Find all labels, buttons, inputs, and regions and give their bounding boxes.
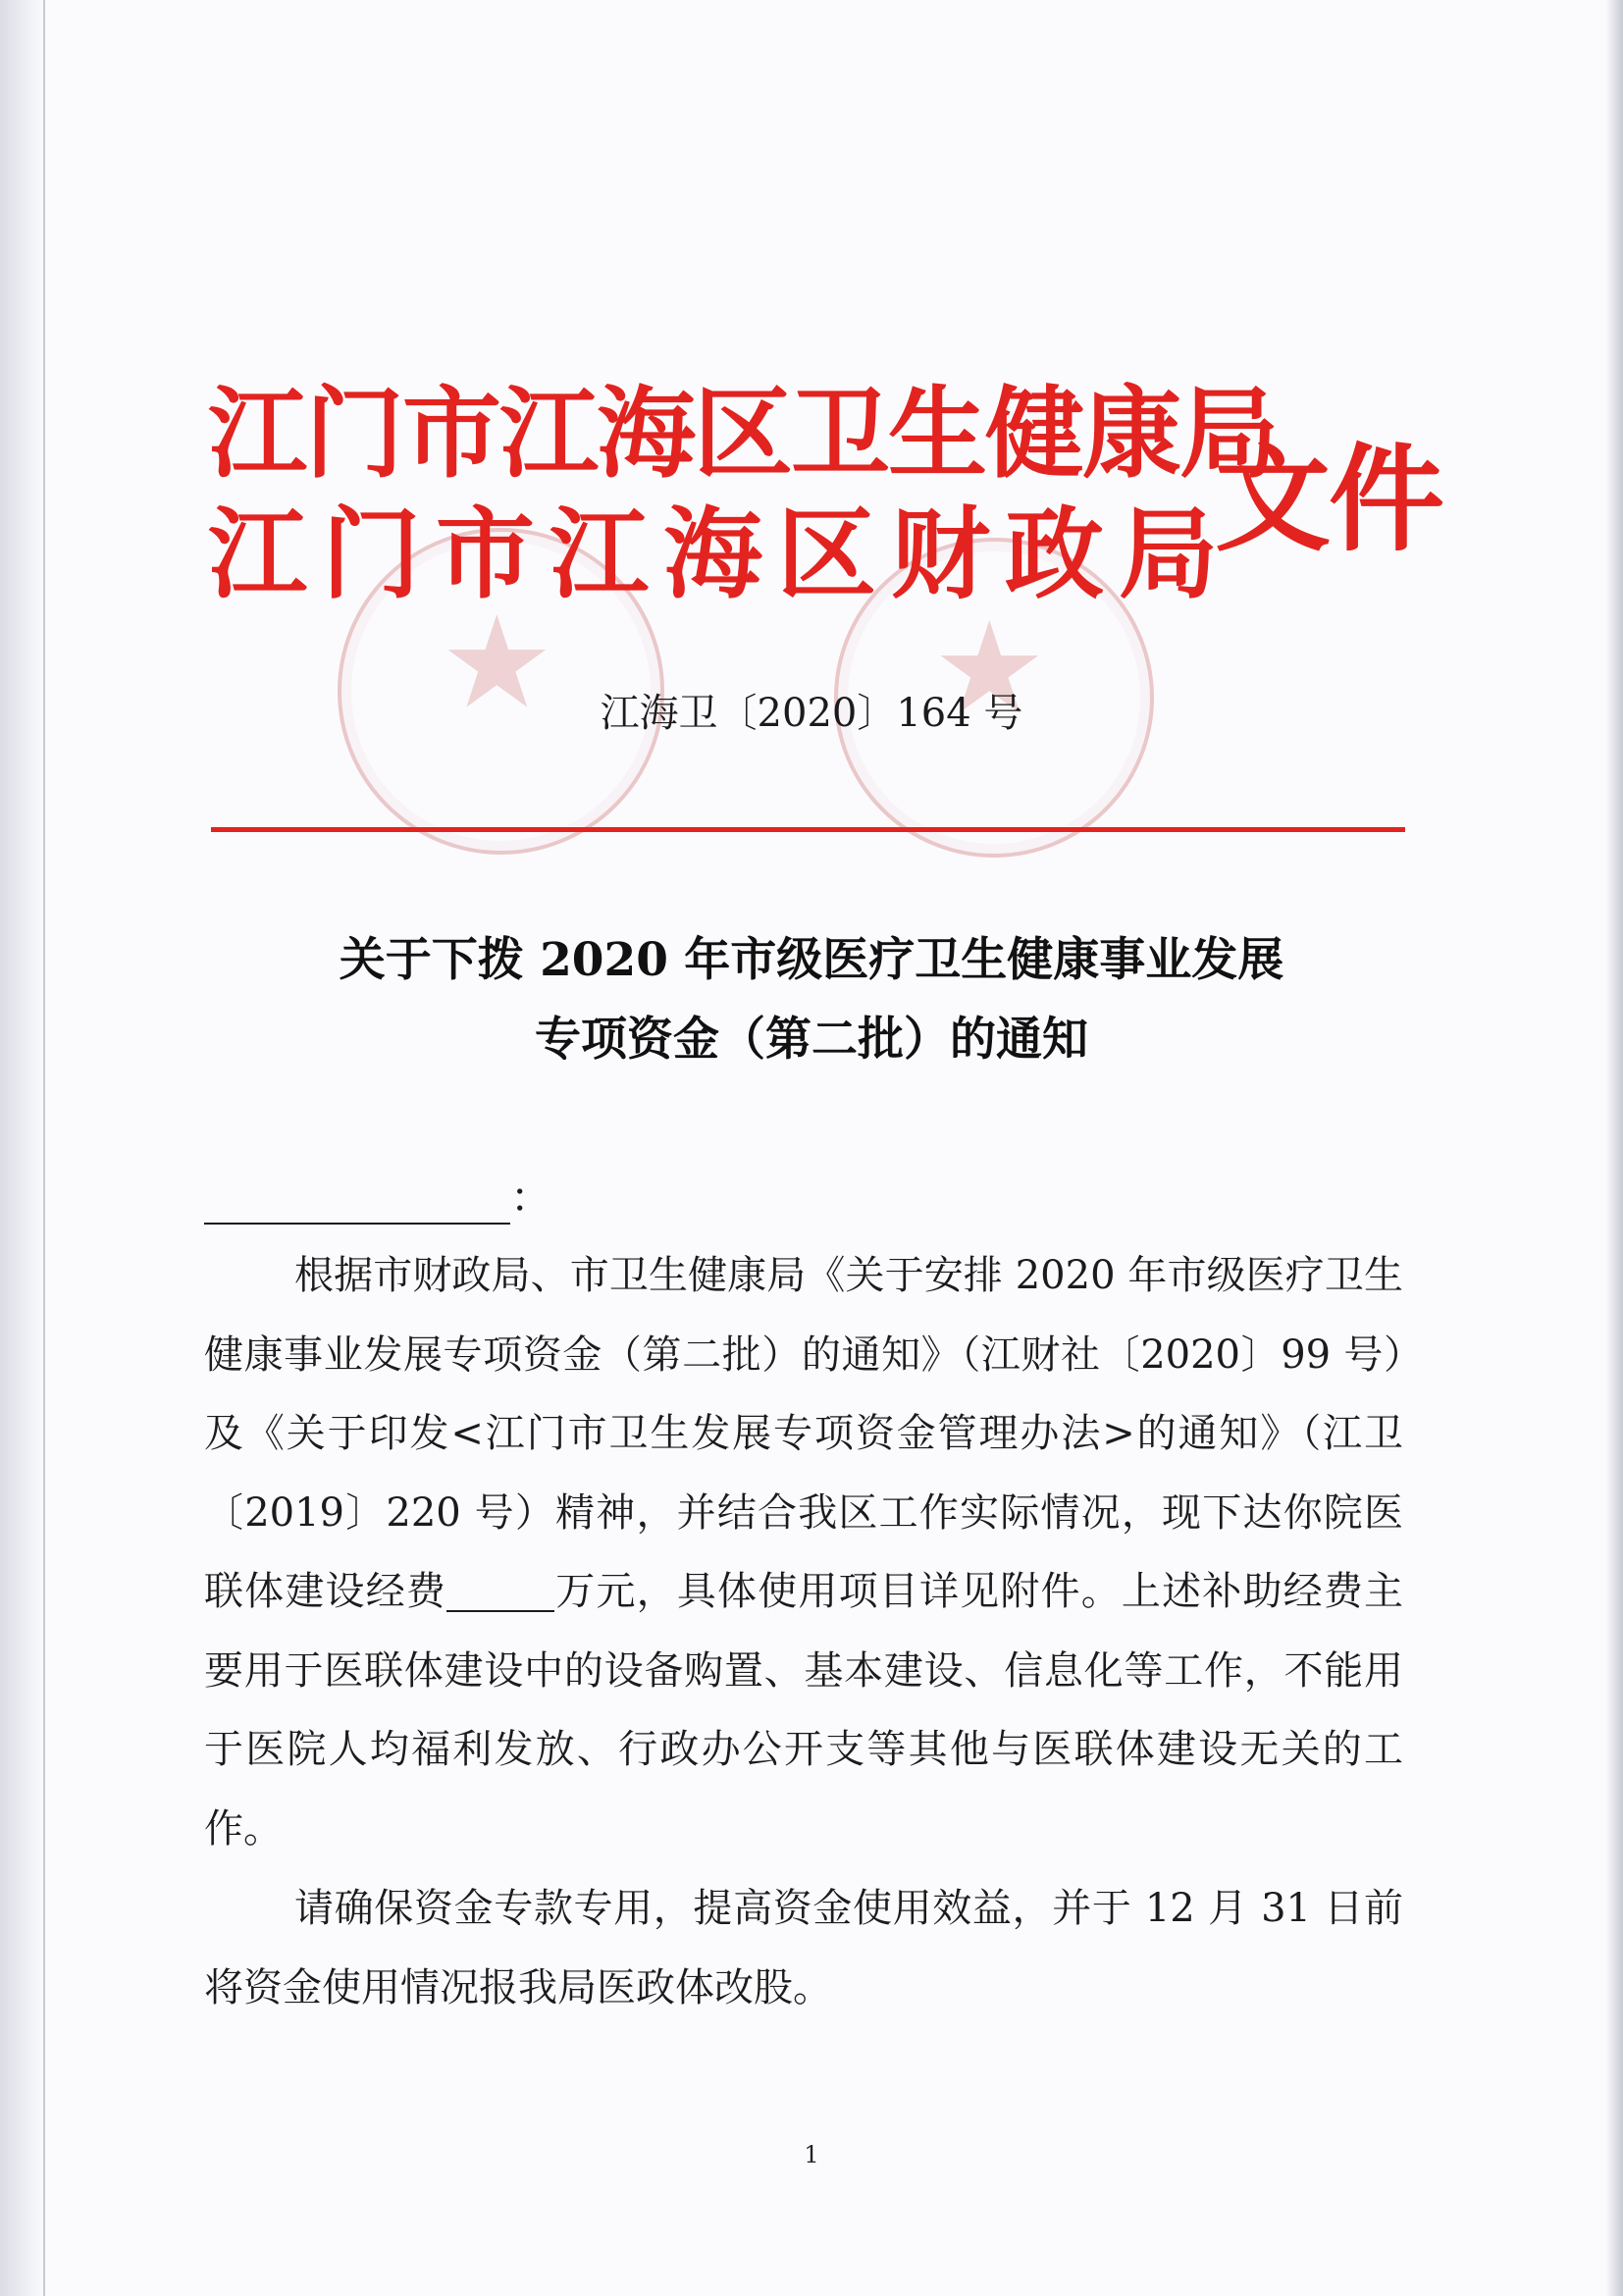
amount-blank bbox=[446, 1571, 554, 1612]
salutation-colon: ： bbox=[510, 1174, 552, 1222]
salutation bbox=[204, 1174, 552, 1225]
red-separator-line bbox=[211, 827, 1405, 832]
file-label: 文件 bbox=[1215, 432, 1443, 567]
body-paragraph-1 bbox=[204, 1236, 1403, 1868]
binding-line bbox=[43, 0, 45, 2296]
binding-strip bbox=[0, 0, 45, 2296]
issuing-org-finance-bureau: 江门市江海区财政局 bbox=[208, 496, 1233, 612]
paragraph-1-text-start: 根据市财政局、市卫生健康局《关于安排 2020 年市级医疗卫生健康事业发展专项资金（第二批）的通知》（江财社〔2020〕99 号）及《关于印发<江门市卫生发展专项资金管理办法>的通知》（江卫〔2019〕220 号）精神，并结合我区工作实际情况，现下达你院医联体建设经费 bbox=[204, 1253, 1403, 1614]
seal-star-icon: ★ bbox=[440, 588, 554, 737]
issuing-org-health-bureau: 江门市江海区卫生健康局 bbox=[208, 376, 1278, 492]
document-number: 江海卫〔2020〕164 号 bbox=[600, 691, 1023, 736]
recipient-blank bbox=[204, 1183, 510, 1225]
document-title-line-1: 关于下拨 2020 年市级医疗卫生健康事业发展 bbox=[339, 933, 1284, 987]
paragraph-1-text-end: 万元，具体使用项目详见附件。上述补助经费主要用于医联体建设中的设备购置、基本建设、信息化等工作，不能用于医院人均福利发放、行政办公开支等其他与医联体建设无关的工作。 bbox=[204, 1569, 1404, 1852]
page-edge-shadow bbox=[1605, 0, 1623, 2296]
page-number: 1 bbox=[804, 2141, 819, 2168]
seal-star-icon: ★ bbox=[932, 594, 1047, 743]
document-title-line-2: 专项资金（第二批）的通知 bbox=[535, 1013, 1088, 1067]
body-paragraph-2: 请确保资金专款专用，提高资金使用效益，并于 12 月 31 日前将资金使用情况报我局医政体改股。 bbox=[204, 1886, 1403, 2010]
